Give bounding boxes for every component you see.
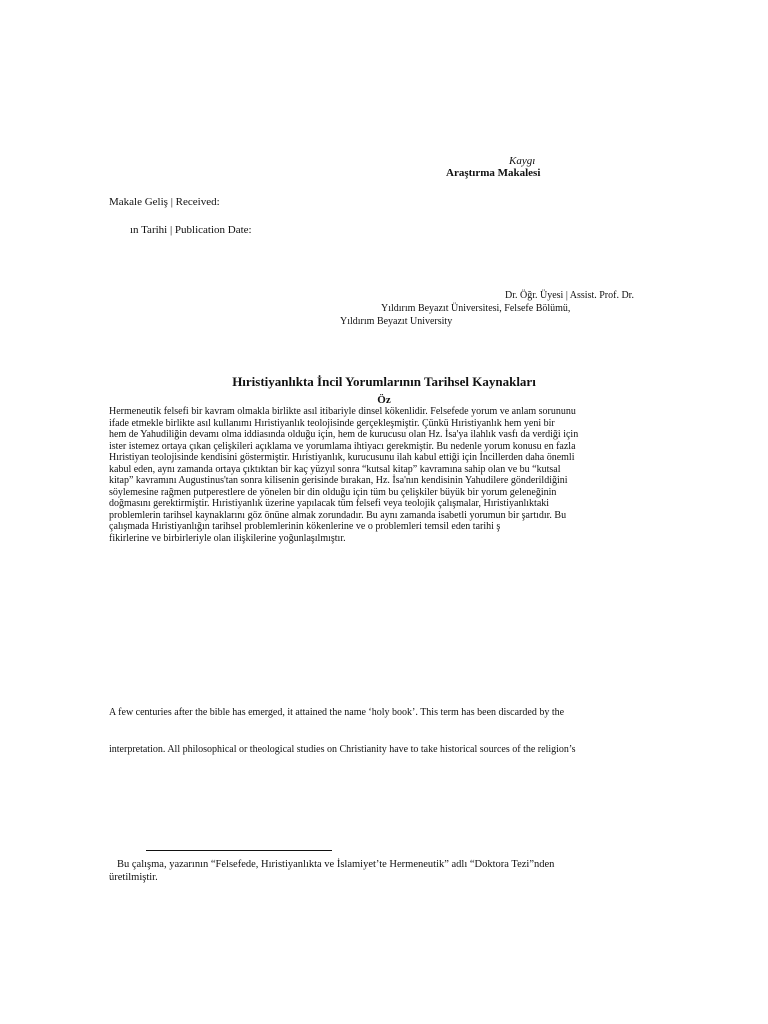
footnote-line-2: üretilmiştir.: [109, 872, 158, 883]
abstract-line: çalışmada Hıristiyanlığın tarihsel problemlerinin kökenlerine ve o problemleri temsil eden tarihi ş: [109, 521, 501, 532]
abstract-line: kabul eden, aynı zamanda ortaya çıktıktan bir kaç yüzyıl sonra “kutsal kitap” kavramına sahip olan ve bu “kutsal: [109, 463, 561, 475]
abstract-line: hem de Yahudiliğin devamı olma iddiasında olduğu için, hem de kurucusu olan Hz. İsa'ya ilahlık vasfı da verdiği için: [109, 429, 579, 440]
footnote: [109, 858, 669, 884]
abstract-line: ister istemez ortaya çıkan çelişkileri açıklama ve yorumlama ihtiyacı gerekmiştir. Bu nedenle yorum konusu en fazla: [109, 440, 576, 452]
publication-date-label: ın Tarihi | Publication Date:: [130, 224, 252, 236]
author-affiliation-en: Yıldırım Beyazıt University: [340, 316, 453, 327]
footnote-line-1: Bu çalışma, yazarının “Felsefede, Hıristiyanlıkta ve İslamiyet’te Hermeneutik” adlı “Doktora Tezi”nden: [117, 859, 555, 870]
author-title: Dr. Öğr. Üyesi | Assist. Prof. Dr.: [505, 290, 634, 301]
footnote-separator: [146, 850, 332, 851]
received-date-label: Makale Geliş | Received:: [109, 196, 220, 208]
abstract-body: [109, 406, 659, 544]
abstract-heading: Öz: [377, 394, 391, 406]
journal-name: Kaygı: [509, 155, 536, 167]
abstract-line: Hıristiyan teolojisinde kendisini göstermiştir. Hıristiyanlık, kurucusunu ilah kabul ettiği için İncillerden daha önemli: [109, 452, 575, 463]
abstract-line: problemlerin tarihsel kaynaklarını göz önüne almak zorundadır. Bu aynı zamanda isabetli yorumun bir şartıdır. Bu: [109, 509, 567, 521]
abstract-line: doğmasını gerektirmiştir. Hıristiyanlık üzerine yapılacak tüm felsefi veya teolojik çalışmalar, Hıristiyanlıktaki: [109, 498, 550, 509]
article-title: Hıristiyanlıkta İncil Yorumlarının Tarihsel Kaynakları: [232, 374, 536, 389]
english-abstract-line-1: A few centuries after the bible has emerged, it attained the name ‘holy book’. This term has been discarded by the: [109, 707, 565, 718]
english-abstract-line-2: interpretation. All philosophical or theological studies on Christianity have to take historical sources of the religion’s: [109, 744, 576, 755]
author-affiliation-tr: Yıldırım Beyazıt Üniversitesi, Felsefe Bölümü,: [381, 303, 571, 314]
abstract-line: ifade etmekle birlikte asıl kullanımı Hıristiyanlık teolojisinde gerçekleşmiştir. Çünkü Hıristiyanlık hem yeni bir: [109, 417, 555, 429]
abstract-line: kitap” kavramını Augustinus'tan sonra kilisenin gerisinde bırakan, Hz. İsa'nın kendisinin Yahudilere gönderildiğini: [109, 475, 568, 486]
article-type: Araştırma Makalesi: [446, 167, 541, 179]
abstract-line: Hermeneutik felsefi bir kavram olmakla birlikte asıl itibariyle dinsel kökenlidir. Felsefede yorum ve anlam sorununu: [109, 406, 576, 417]
abstract-line: fikirlerine ve birbirleriyle olan ilişkilerine yoğunlaşılmıştır.: [109, 532, 346, 544]
abstract-line: söylemesine rağmen putperestlere de yönelen bir din olduğu için tüm bu çelişkiler büyük bir yorum geleneğinin: [109, 486, 557, 498]
